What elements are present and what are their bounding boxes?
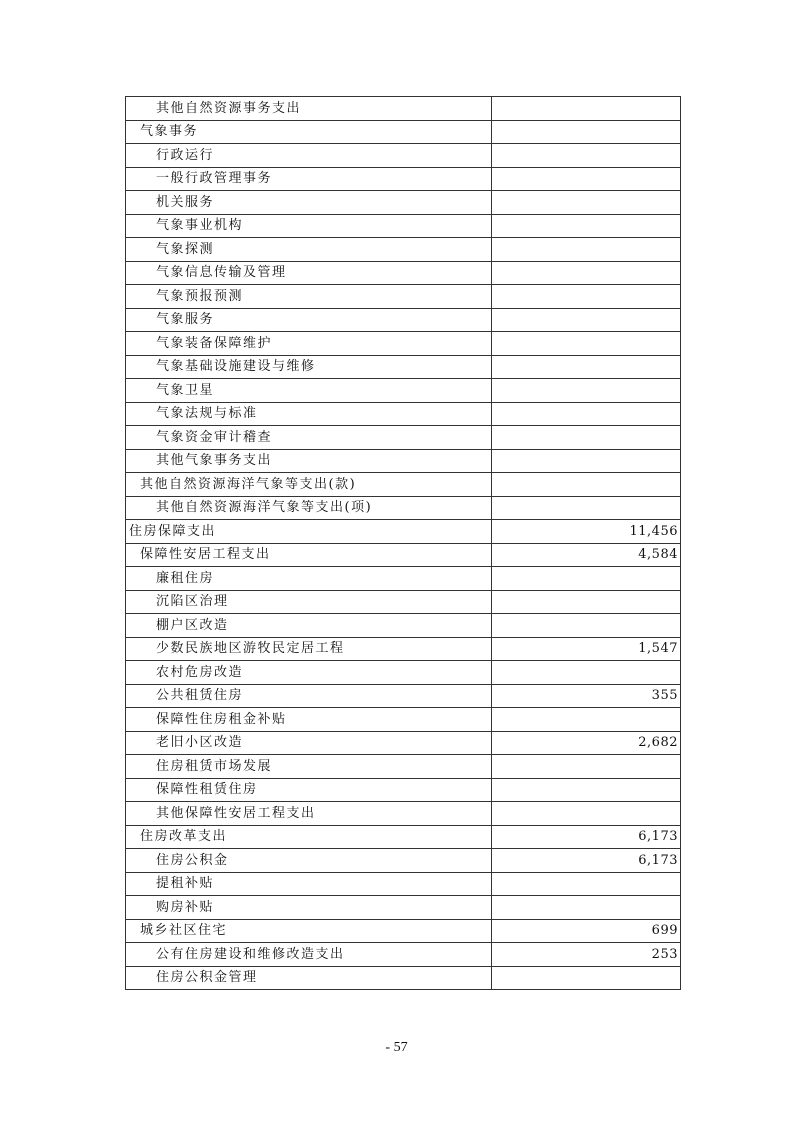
item-name-cell: 其他自然资源海洋气象等支出(款) [126,473,492,497]
amount-cell [492,355,681,379]
table-row [126,473,681,497]
amount-cell [492,755,681,779]
item-name-cell: 老旧小区改造 [126,731,492,755]
item-name-cell: 其他自然资源海洋气象等支出(项) [126,496,492,520]
page-number: - 57 [385,1040,408,1055]
item-name-cell: 保障性安居工程支出 [126,543,492,567]
amount-cell: 253 [492,943,681,967]
item-name-cell: 一般行政管理事务 [126,167,492,191]
item-name-cell: 其他保障性安居工程支出 [126,802,492,826]
amount-cell [492,191,681,215]
table-row [126,943,681,967]
table-row [126,355,681,379]
table-row [126,896,681,920]
amount-cell [492,238,681,262]
amount-cell [492,778,681,802]
table-row [126,731,681,755]
item-name-cell: 公共租赁住房 [126,684,492,708]
item-name-cell: 气象法规与标准 [126,402,492,426]
amount-cell [492,402,681,426]
table-row [126,144,681,168]
amount-cell: 11,456 [492,520,681,544]
table-row [126,285,681,309]
amount-cell [492,661,681,685]
item-name-cell: 气象信息传输及管理 [126,261,492,285]
amount-cell [492,473,681,497]
amount-cell [492,120,681,144]
table-row [126,637,681,661]
table-row [126,919,681,943]
table-row [126,849,681,873]
amount-cell [492,496,681,520]
table-row [126,261,681,285]
amount-cell [492,332,681,356]
item-name-cell: 农村危房改造 [126,661,492,685]
table-row [126,496,681,520]
item-name-cell: 保障性住房租金补贴 [126,708,492,732]
item-name-cell: 机关服务 [126,191,492,215]
amount-cell [492,285,681,309]
table-row [126,684,681,708]
table-row [126,238,681,262]
item-name-cell: 少数民族地区游牧民定居工程 [126,637,492,661]
amount-cell: 699 [492,919,681,943]
table-row [126,872,681,896]
item-name-cell: 气象基础设施建设与维修 [126,355,492,379]
table-row [126,120,681,144]
amount-cell [492,167,681,191]
item-name-cell: 其他气象事务支出 [126,449,492,473]
amount-cell [492,567,681,591]
table-row [126,661,681,685]
item-name-cell: 气象事业机构 [126,214,492,238]
item-name-cell: 住房公积金 [126,849,492,873]
table-row [126,97,681,121]
amount-cell [492,426,681,450]
item-name-cell: 气象资金审计稽查 [126,426,492,450]
amount-cell [492,708,681,732]
item-name-cell: 棚户区改造 [126,614,492,638]
amount-cell [492,896,681,920]
item-name-cell: 购房补贴 [126,896,492,920]
amount-cell [492,966,681,990]
table-body [126,97,681,990]
amount-cell [492,379,681,403]
amount-cell [492,614,681,638]
item-name-cell: 气象服务 [126,308,492,332]
item-name-cell: 城乡社区住宅 [126,919,492,943]
table-row [126,590,681,614]
table-row [126,379,681,403]
item-name-cell: 行政运行 [126,144,492,168]
table-row [126,543,681,567]
amount-cell: 4,584 [492,543,681,567]
table-row [126,520,681,544]
table-row [126,708,681,732]
amount-cell: 2,682 [492,731,681,755]
budget-table [125,96,681,990]
amount-cell: 1,547 [492,637,681,661]
table-row [126,614,681,638]
item-name-cell: 住房租赁市场发展 [126,755,492,779]
table-row [126,825,681,849]
table-row [126,802,681,826]
table-row [126,308,681,332]
item-name-cell: 气象探测 [126,238,492,262]
table-row [126,755,681,779]
table-row [126,449,681,473]
item-name-cell: 气象事务 [126,120,492,144]
item-name-cell: 沉陷区治理 [126,590,492,614]
item-name-cell: 住房公积金管理 [126,966,492,990]
table-row [126,778,681,802]
item-name-cell: 廉租住房 [126,567,492,591]
table-row [126,966,681,990]
amount-cell [492,590,681,614]
amount-cell [492,802,681,826]
item-name-cell: 气象预报预测 [126,285,492,309]
amount-cell [492,872,681,896]
table-row [126,332,681,356]
item-name-cell: 保障性租赁住房 [126,778,492,802]
table-row [126,214,681,238]
amount-cell [492,97,681,121]
amount-cell: 355 [492,684,681,708]
item-name-cell: 其他自然资源事务支出 [126,97,492,121]
table-row [126,167,681,191]
table-row [126,191,681,215]
table-row [126,402,681,426]
amount-cell [492,308,681,332]
item-name-cell: 气象装备保障维护 [126,332,492,356]
item-name-cell: 住房保障支出 [126,520,492,544]
amount-cell [492,214,681,238]
item-name-cell: 住房改革支出 [126,825,492,849]
amount-cell [492,261,681,285]
item-name-cell: 气象卫星 [126,379,492,403]
table-row [126,426,681,450]
table-row [126,567,681,591]
amount-cell: 6,173 [492,825,681,849]
item-name-cell: 公有住房建设和维修改造支出 [126,943,492,967]
amount-cell [492,449,681,473]
amount-cell [492,144,681,168]
item-name-cell: 提租补贴 [126,872,492,896]
amount-cell: 6,173 [492,849,681,873]
